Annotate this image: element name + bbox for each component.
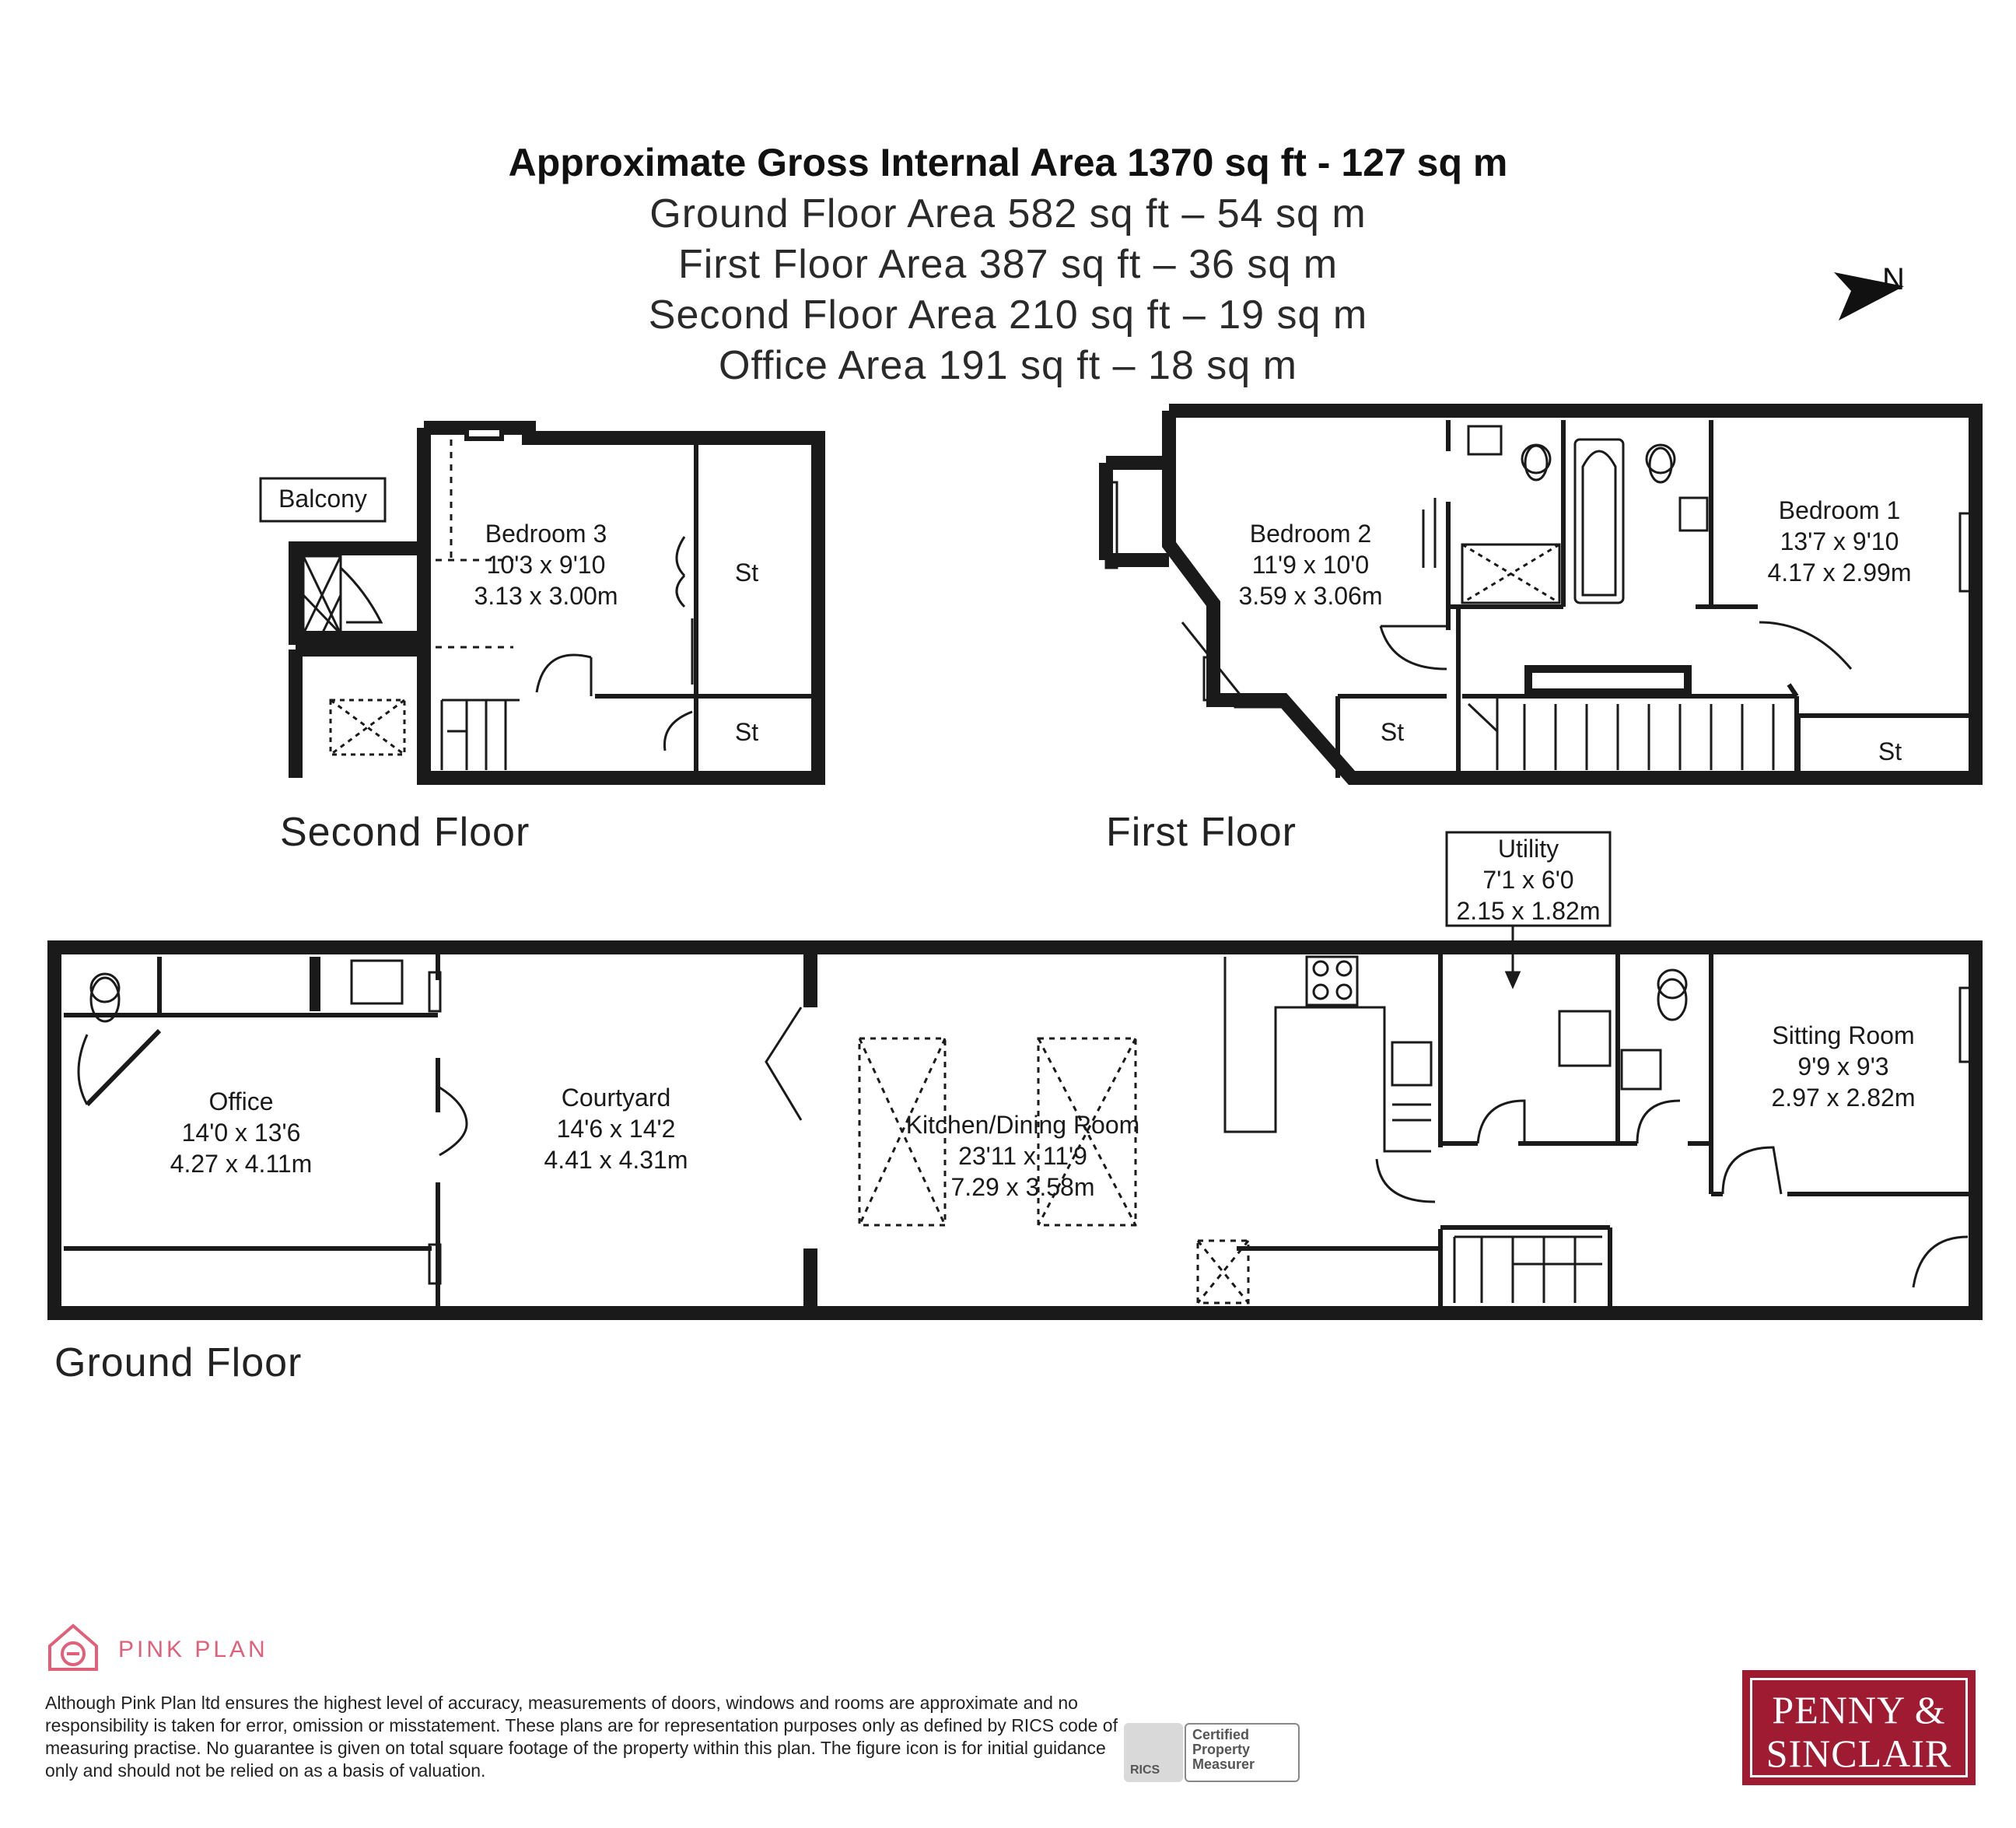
- agent-line-2: SINCLAIR: [1766, 1732, 1952, 1775]
- sitting-metric: 2.97 x 2.82m: [1771, 1084, 1916, 1112]
- first-store-a: St: [1380, 718, 1405, 746]
- bedroom1-name: Bedroom 1: [1778, 496, 1901, 524]
- first-floor-title: First Floor: [1106, 810, 1297, 855]
- disclaimer-text: Although Pink Plan ltd ensures the highest level of accuracy, measurements of doors, windows and rooms are approximate and no responsibility is taken for error, omission or misstatement. These plans are for representation purposes only as defined by RICS code of measuring practise. No guarantee is given on total square footage of the property within this plan. The figure icon is for initial guidance only and should not be relied on as a basis of valuation.: [45, 1693, 1118, 1781]
- second-floor-area: Second Floor Area 210 sq ft – 19 sq m: [648, 292, 1368, 338]
- rics-certified-box: [1185, 1723, 1300, 1782]
- rics-logo-icon: [1124, 1723, 1183, 1782]
- utility-metric: 2.15 x 1.82m: [1456, 897, 1601, 925]
- plan-title: Approximate Gross Internal Area 1370 sq ft - 127 sq m: [508, 141, 1508, 184]
- first-floor-area: First Floor Area 387 sq ft – 36 sq m: [677, 242, 1339, 287]
- first-floor-plan: [1106, 411, 1976, 778]
- agent-line-1: PENNY &: [1772, 1688, 1946, 1732]
- courtyard-metric: 4.41 x 4.31m: [544, 1146, 688, 1174]
- bedroom3-metric: 3.13 x 3.00m: [474, 582, 618, 610]
- second-store-b: St: [734, 718, 759, 746]
- second-store-a: St: [734, 559, 759, 587]
- first-store-b: St: [1878, 737, 1902, 765]
- courtyard-imperial: 14'6 x 14'2: [556, 1115, 676, 1143]
- bedroom2-metric: 3.59 x 3.06m: [1238, 582, 1383, 610]
- first-floor-fittings: [1106, 426, 1971, 770]
- utility-name: Utility: [1497, 835, 1559, 863]
- rics-line-1: Certified: [1192, 1727, 1250, 1742]
- pink-plan-brand: PINK PLAN: [118, 1637, 268, 1662]
- office-imperial: 14'0 x 13'6: [181, 1119, 301, 1147]
- office-metric: 4.27 x 4.11m: [170, 1150, 313, 1178]
- second-floor-title: Second Floor: [280, 810, 530, 855]
- kitchen-name: Kitchen/Dining Room: [905, 1111, 1140, 1139]
- compass-label: N: [1882, 262, 1905, 296]
- penny-sinclair-logo: [1742, 1670, 1976, 1785]
- rics-mark: RICS: [1130, 1763, 1160, 1777]
- office-name: Office: [208, 1087, 274, 1115]
- bedroom1-imperial: 13'7 x 9'10: [1780, 527, 1899, 555]
- bedroom2-imperial: 11'9 x 10'0: [1251, 551, 1370, 579]
- courtyard-name: Courtyard: [561, 1084, 671, 1112]
- balcony-label: Balcony: [278, 485, 367, 513]
- sitting-name: Sitting Room: [1772, 1021, 1915, 1049]
- rics-line-2: Property: [1192, 1742, 1251, 1757]
- ground-floor-title: Ground Floor: [54, 1340, 303, 1385]
- first-floor-internal: [1338, 420, 1976, 778]
- bedroom2-name: Bedroom 2: [1249, 520, 1372, 548]
- pink-plan-logo-icon: [45, 1620, 107, 1674]
- utility-imperial: 7'1 x 6'0: [1482, 866, 1574, 894]
- bedroom3-imperial: 10'3 x 9'10: [486, 551, 606, 579]
- sitting-imperial: 9'9 x 9'3: [1797, 1052, 1889, 1080]
- bedroom1-metric: 4.17 x 2.99m: [1767, 559, 1912, 587]
- rics-badge: [1124, 1723, 1303, 1785]
- office-area: Office Area 191 sq ft – 18 sq m: [719, 343, 1297, 388]
- rics-line-3: Measurer: [1192, 1756, 1255, 1772]
- bedroom3-name: Bedroom 3: [485, 520, 607, 548]
- kitchen-imperial: 23'11 x 11'9: [958, 1142, 1087, 1170]
- ground-floor-area: Ground Floor Area 582 sq ft – 54 sq m: [649, 191, 1367, 236]
- kitchen-metric: 7.29 x 3.58m: [950, 1173, 1095, 1201]
